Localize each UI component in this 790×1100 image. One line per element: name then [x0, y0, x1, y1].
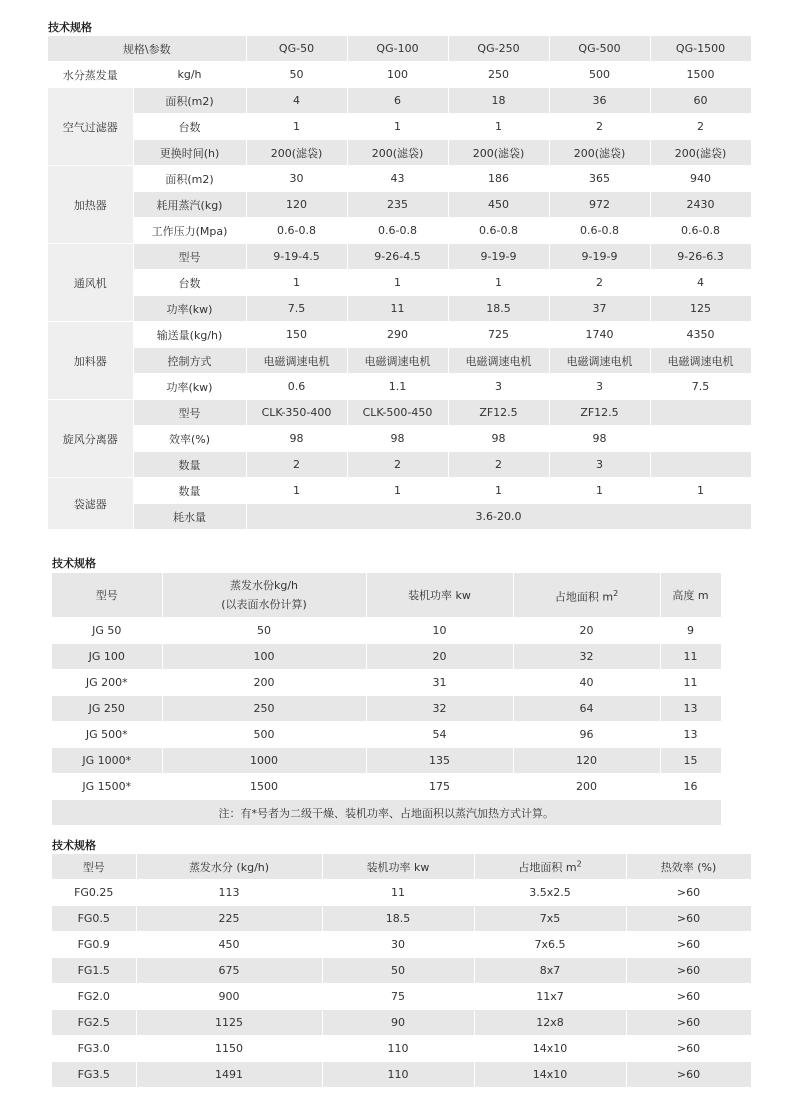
- table-header-row: [52, 573, 721, 618]
- table-cell: CLK-350-400: [246, 400, 347, 426]
- header-evap-line2: (以表面水份计算): [221, 598, 307, 611]
- table-cell: 200(滤袋): [448, 140, 549, 166]
- table-cell: 18: [448, 88, 549, 114]
- section-title-3: 技术规格: [52, 839, 96, 852]
- row-param: 工作压力(Mpa): [133, 218, 246, 244]
- table-cell: JG 250: [52, 696, 162, 722]
- table-row: [52, 618, 721, 644]
- table-cell: 60: [650, 88, 751, 114]
- table-cell: 1125: [136, 1010, 322, 1036]
- table-cell: JG 50: [52, 618, 162, 644]
- table-cell: 200(滤袋): [347, 140, 448, 166]
- table-cell: 100: [347, 62, 448, 88]
- table-row: [52, 1010, 751, 1036]
- table-cell: >60: [626, 906, 751, 932]
- table-cell: [650, 426, 751, 452]
- table-row: [48, 478, 751, 504]
- header-model: 型号: [52, 573, 162, 618]
- table-cell: 18.5: [448, 296, 549, 322]
- header-area-text: 占地面积 m: [518, 860, 577, 874]
- table-cell: 450: [448, 192, 549, 218]
- qg-spec-body: [48, 36, 751, 530]
- table-cell: 1: [448, 270, 549, 296]
- table-cell: 125: [650, 296, 751, 322]
- table-cell: >60: [626, 984, 751, 1010]
- table-cell: 225: [136, 906, 322, 932]
- table-cell: 2: [549, 270, 650, 296]
- table-row: [52, 774, 721, 800]
- table-note-row: [52, 800, 721, 826]
- header-model: QG-250: [448, 36, 549, 62]
- table-cell: 9: [660, 618, 721, 644]
- table-cell: 12x8: [474, 1010, 626, 1036]
- table-cell: 9-26-4.5: [347, 244, 448, 270]
- table-cell: >60: [626, 1036, 751, 1062]
- table-cell: FG0.25: [52, 880, 136, 906]
- table-cell: 675: [136, 958, 322, 984]
- table-cell: FG2.0: [52, 984, 136, 1010]
- header-model: QG-500: [549, 36, 650, 62]
- table-cell: 186: [448, 166, 549, 192]
- header-power: 装机功率 kw: [322, 854, 474, 880]
- table-cell: 4: [650, 270, 751, 296]
- table-cell: 500: [162, 722, 366, 748]
- section-title-1: 技术规格: [48, 21, 92, 34]
- table-row: [48, 244, 751, 270]
- table-cell: 200: [162, 670, 366, 696]
- table-cell: 14x10: [474, 1062, 626, 1088]
- table-cell: 32: [513, 644, 660, 670]
- table-cell: 135: [366, 748, 513, 774]
- header-label: 规格\参数: [48, 36, 246, 62]
- table-cell: 0.6-0.8: [650, 218, 751, 244]
- row-param: 控制方式: [133, 348, 246, 374]
- header-area-sup: 2: [576, 858, 582, 868]
- table-cell: 16: [660, 774, 721, 800]
- table-cell: >60: [626, 1062, 751, 1088]
- row-param: 型号: [133, 244, 246, 270]
- table-cell: 1740: [549, 322, 650, 348]
- table-row: [48, 192, 751, 218]
- table-cell: JG 1500*: [52, 774, 162, 800]
- table-cell: 4350: [650, 322, 751, 348]
- table-cell: ZF12.5: [448, 400, 549, 426]
- table-cell: 电磁调速电机: [347, 348, 448, 374]
- header-area: [474, 854, 626, 880]
- table-header-row: [52, 854, 751, 880]
- header-efficiency: 热效率 (%): [626, 854, 751, 880]
- table-cell: 32: [366, 696, 513, 722]
- table-cell: 200(滤袋): [549, 140, 650, 166]
- table-row: [48, 452, 751, 478]
- table-row: [48, 218, 751, 244]
- row-param: 功率(kw): [133, 374, 246, 400]
- table-row: [48, 140, 751, 166]
- row-param: 耗水量: [133, 504, 246, 530]
- table-cell: 3.5x2.5: [474, 880, 626, 906]
- row-param: 型号: [133, 400, 246, 426]
- row-param: 功率(kw): [133, 296, 246, 322]
- table-cell: 98: [246, 426, 347, 452]
- table-cell: 100: [162, 644, 366, 670]
- table-cell: 1: [549, 478, 650, 504]
- table-cell: 11x7: [474, 984, 626, 1010]
- header-evap: [162, 573, 366, 618]
- table-cell: 98: [347, 426, 448, 452]
- table-row: [48, 374, 751, 400]
- row-param: 输送量(kg/h): [133, 322, 246, 348]
- table-cell: 11: [347, 296, 448, 322]
- row-param: 台数: [133, 270, 246, 296]
- table-cell: JG 100: [52, 644, 162, 670]
- table-cell: 20: [366, 644, 513, 670]
- row-group-label: 加料器: [48, 322, 133, 400]
- row-param: 面积(m2): [133, 88, 246, 114]
- header-evap-line1: 蒸发水份kg/h: [229, 579, 299, 592]
- table-cell: 2: [448, 452, 549, 478]
- table-cell: 2430: [650, 192, 751, 218]
- table-row: [52, 958, 751, 984]
- table-cell: 1491: [136, 1062, 322, 1088]
- header-height: 高度 m: [660, 573, 721, 618]
- table-cell: 1: [650, 478, 751, 504]
- row-param: 更换时间(h): [133, 140, 246, 166]
- table-cell: 7.5: [650, 374, 751, 400]
- table-cell: 9-19-9: [549, 244, 650, 270]
- table-row: [48, 322, 751, 348]
- table-cell: 43: [347, 166, 448, 192]
- table-cell: 0.6-0.8: [347, 218, 448, 244]
- header-model: QG-1500: [650, 36, 751, 62]
- table-cell: [650, 400, 751, 426]
- table-row: [48, 88, 751, 114]
- table-cell: 1: [347, 114, 448, 140]
- row-group-label: 加热器: [48, 166, 133, 244]
- table-cell: 972: [549, 192, 650, 218]
- table-cell: 1.1: [347, 374, 448, 400]
- table-cell: 200(滤袋): [650, 140, 751, 166]
- fg-spec-table: [52, 854, 752, 1088]
- table-cell: [650, 452, 751, 478]
- table-cell: 96: [513, 722, 660, 748]
- table-cell: 1: [448, 114, 549, 140]
- row-group-label: 旋风分离器: [48, 400, 133, 478]
- table-cell: >60: [626, 1010, 751, 1036]
- table-cell: 2: [347, 452, 448, 478]
- table-cell: 98: [549, 426, 650, 452]
- table-cell: FG3.0: [52, 1036, 136, 1062]
- table-cell: 电磁调速电机: [448, 348, 549, 374]
- table-cell: 2: [246, 452, 347, 478]
- table-row: [48, 504, 751, 530]
- table-cell: 725: [448, 322, 549, 348]
- table-cell: 113: [136, 880, 322, 906]
- table-cell: 20: [513, 618, 660, 644]
- table-row: [48, 62, 751, 88]
- table-cell: 90: [322, 1010, 474, 1036]
- table-cell: 500: [549, 62, 650, 88]
- table-cell: 1: [246, 270, 347, 296]
- table-cell: 电磁调速电机: [549, 348, 650, 374]
- header-evap: 蒸发水分 (kg/h): [136, 854, 322, 880]
- table-cell: 1500: [162, 774, 366, 800]
- table-cell: 2: [650, 114, 751, 140]
- table-cell: 电磁调速电机: [246, 348, 347, 374]
- table-cell: >60: [626, 958, 751, 984]
- table-row: [52, 1062, 751, 1088]
- table-cell: 1: [246, 478, 347, 504]
- table-cell-merged: 3.6-20.0: [246, 504, 751, 530]
- table-cell: FG0.5: [52, 906, 136, 932]
- row-param: 面积(m2): [133, 166, 246, 192]
- table-row: [52, 880, 751, 906]
- table-row: [52, 722, 721, 748]
- table-row: [52, 644, 721, 670]
- table-row: [52, 748, 721, 774]
- table-cell: 1: [246, 114, 347, 140]
- table-row: [52, 906, 751, 932]
- table-row: [52, 696, 721, 722]
- table-cell: 8x7: [474, 958, 626, 984]
- table-cell: 9-19-4.5: [246, 244, 347, 270]
- row-param: 数量: [133, 478, 246, 504]
- table-cell: 365: [549, 166, 650, 192]
- table-cell: 18.5: [322, 906, 474, 932]
- table-row: [48, 426, 751, 452]
- row-group-label: 水分蒸发量: [48, 62, 133, 88]
- header-power: 装机功率 kw: [366, 573, 513, 618]
- table-cell: 3: [448, 374, 549, 400]
- table-row: [48, 166, 751, 192]
- table-cell: JG 200*: [52, 670, 162, 696]
- table-cell: 30: [246, 166, 347, 192]
- table-cell: 450: [136, 932, 322, 958]
- table-cell: 250: [448, 62, 549, 88]
- table-cell: 4: [246, 88, 347, 114]
- table-cell: 6: [347, 88, 448, 114]
- table-cell: 电磁调速电机: [650, 348, 751, 374]
- header-model: QG-100: [347, 36, 448, 62]
- table-cell: 7x6.5: [474, 932, 626, 958]
- table-header-row: [48, 36, 751, 62]
- table-row: [52, 1036, 751, 1062]
- table-cell: 0.6-0.8: [549, 218, 650, 244]
- table-cell: >60: [626, 932, 751, 958]
- table-cell: 50: [162, 618, 366, 644]
- table-cell: 0.6-0.8: [448, 218, 549, 244]
- table-cell: FG0.9: [52, 932, 136, 958]
- header-area: [513, 573, 660, 618]
- table-row: [48, 400, 751, 426]
- row-group-label: 袋滤器: [48, 478, 133, 530]
- table-row: [52, 932, 751, 958]
- table-cell: 250: [162, 696, 366, 722]
- table-note: 注：有*号者为二级干燥、装机功率、占地面积以蒸汽加热方式计算。: [52, 800, 721, 826]
- table-cell: 120: [513, 748, 660, 774]
- table-cell: 50: [322, 958, 474, 984]
- table-cell: 1000: [162, 748, 366, 774]
- table-cell: 175: [366, 774, 513, 800]
- table-cell: 1: [347, 270, 448, 296]
- header-area-sup: 2: [613, 588, 619, 598]
- table-row: [48, 348, 751, 374]
- section-title-2: 技术规格: [52, 557, 96, 570]
- table-cell: 3: [549, 452, 650, 478]
- table-cell: FG3.5: [52, 1062, 136, 1088]
- table-row: [52, 984, 751, 1010]
- table-cell: 75: [322, 984, 474, 1010]
- row-param: 台数: [133, 114, 246, 140]
- table-cell: 290: [347, 322, 448, 348]
- table-cell: 54: [366, 722, 513, 748]
- table-cell: 11: [322, 880, 474, 906]
- table-cell: 98: [448, 426, 549, 452]
- row-param: 效率(%): [133, 426, 246, 452]
- table-cell: CLK-500-450: [347, 400, 448, 426]
- table-cell: >60: [626, 880, 751, 906]
- header-model: 型号: [52, 854, 136, 880]
- table-cell: 200(滤袋): [246, 140, 347, 166]
- table-row: [52, 670, 721, 696]
- table-cell: JG 500*: [52, 722, 162, 748]
- table-cell: 64: [513, 696, 660, 722]
- table-cell: 0.6: [246, 374, 347, 400]
- table-cell: 37: [549, 296, 650, 322]
- table-cell: 13: [660, 722, 721, 748]
- table-cell: ZF12.5: [549, 400, 650, 426]
- table-cell: 40: [513, 670, 660, 696]
- table-cell: 13: [660, 696, 721, 722]
- table-cell: 9-26-6.3: [650, 244, 751, 270]
- table-cell: 36: [549, 88, 650, 114]
- table-cell: FG2.5: [52, 1010, 136, 1036]
- table-cell: 235: [347, 192, 448, 218]
- header-model: QG-50: [246, 36, 347, 62]
- table-cell: 11: [660, 670, 721, 696]
- table-cell: 15: [660, 748, 721, 774]
- table-cell: 120: [246, 192, 347, 218]
- table-cell: FG1.5: [52, 958, 136, 984]
- table-cell: 900: [136, 984, 322, 1010]
- table-cell: 2: [549, 114, 650, 140]
- row-group-label: 通风机: [48, 244, 133, 322]
- table-cell: 940: [650, 166, 751, 192]
- qg-spec-table: [48, 36, 752, 530]
- table-cell: 7.5: [246, 296, 347, 322]
- table-cell: 1150: [136, 1036, 322, 1062]
- table-cell: 11: [660, 644, 721, 670]
- table-cell: 1500: [650, 62, 751, 88]
- table-cell: 14x10: [474, 1036, 626, 1062]
- table-cell: 31: [366, 670, 513, 696]
- row-param: 耗用蒸汽(kg): [133, 192, 246, 218]
- jg-spec-table: [52, 573, 722, 826]
- table-cell: 7x5: [474, 906, 626, 932]
- table-cell: 10: [366, 618, 513, 644]
- table-cell: 200: [513, 774, 660, 800]
- table-cell: 1: [347, 478, 448, 504]
- table-cell: 3: [549, 374, 650, 400]
- row-group-label: 空气过滤器: [48, 88, 133, 166]
- table-cell: 150: [246, 322, 347, 348]
- table-row: [48, 270, 751, 296]
- table-row: [48, 296, 751, 322]
- table-cell: 50: [246, 62, 347, 88]
- table-cell: JG 1000*: [52, 748, 162, 774]
- table-cell: 1: [448, 478, 549, 504]
- table-cell: 0.6-0.8: [246, 218, 347, 244]
- row-param: kg/h: [133, 62, 246, 88]
- table-cell: 30: [322, 932, 474, 958]
- table-row: [48, 114, 751, 140]
- table-cell: 9-19-9: [448, 244, 549, 270]
- row-param: 数量: [133, 452, 246, 478]
- table-cell: 110: [322, 1036, 474, 1062]
- table-cell: 110: [322, 1062, 474, 1088]
- header-area-text: 占地面积 m: [554, 590, 614, 604]
